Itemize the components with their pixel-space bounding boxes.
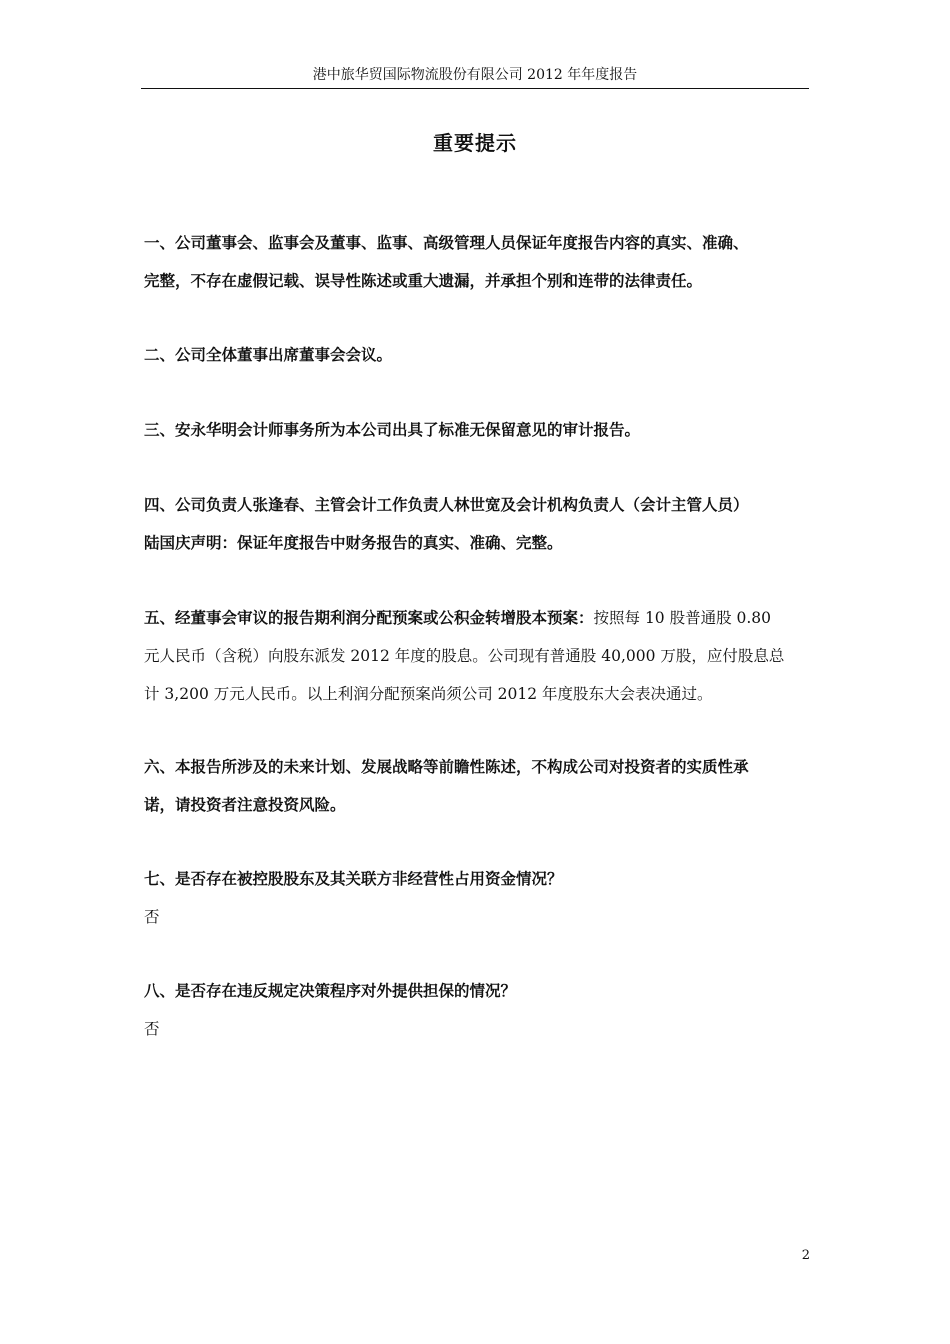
notice-section-2	[144, 336, 808, 374]
notice-5-heading: 五、经董事会审议的报告期利润分配预案或公积金转增股本预案：	[144, 609, 594, 627]
notice-2-line-1: 二、公司全体董事出席董事会会议。	[144, 346, 393, 364]
notice-section-1	[144, 224, 808, 300]
notice-1-line-2: 完整，不存在虚假记载、误导性陈述或重大遗漏，并承担个别和连带的法律责任。	[144, 272, 703, 290]
page-title: 重要提示	[433, 131, 517, 155]
notice-6-line-2: 诺，请投资者注意投资风险。	[144, 796, 346, 814]
notice-7-answer: 否	[144, 908, 160, 926]
notice-section-4	[144, 486, 808, 562]
notice-section-7	[144, 860, 808, 936]
header-divider	[141, 88, 809, 89]
notice-section-8	[144, 972, 808, 1048]
notice-5-line-2: 元人民币（含税）向股东派发 2012 年度的股息。公司现有普通股 40,000 万股，应付股息总	[144, 647, 785, 665]
notice-3-line-1: 三、安永华明会计师事务所为本公司出具了标准无保留意见的审计报告。	[144, 421, 641, 439]
notice-5-line-3: 计 3,200 万元人民币。以上利润分配预案尚须公司 2012 年度股东大会表决通过。	[144, 685, 713, 703]
notice-4-line-1: 四、公司负责人张逢春、主管会计工作负责人林世宽及会计机构负责人（会计主管人员）	[144, 496, 749, 514]
notice-4-line-2: 陆国庆声明：保证年度报告中财务报告的真实、准确、完整。	[144, 534, 563, 552]
notice-7-question: 七、是否存在被控股股东及其关联方非经营性占用资金情况？	[144, 870, 563, 888]
notice-section-5	[144, 599, 808, 713]
notice-5-line-1	[144, 599, 808, 637]
notice-1-line-1: 一、公司董事会、监事会及董事、监事、高级管理人员保证年度报告内容的真实、准确、	[144, 234, 749, 252]
notice-8-answer: 否	[144, 1020, 160, 1038]
notice-section-3	[144, 411, 808, 449]
page-header: 港中旅华贸国际物流股份有限公司 2012 年年度报告	[312, 67, 638, 83]
page-number: 2	[801, 1248, 810, 1263]
notice-5-line-1-rest: 按照每 10 股普通股 0.80	[593, 609, 772, 627]
notice-6-line-1: 六、本报告所涉及的未来计划、发展战略等前瞻性陈述，不构成公司对投资者的实质性承	[144, 758, 749, 776]
notice-section-6	[144, 748, 808, 824]
notice-8-question: 八、是否存在违反规定决策程序对外提供担保的情况？	[144, 982, 517, 1000]
